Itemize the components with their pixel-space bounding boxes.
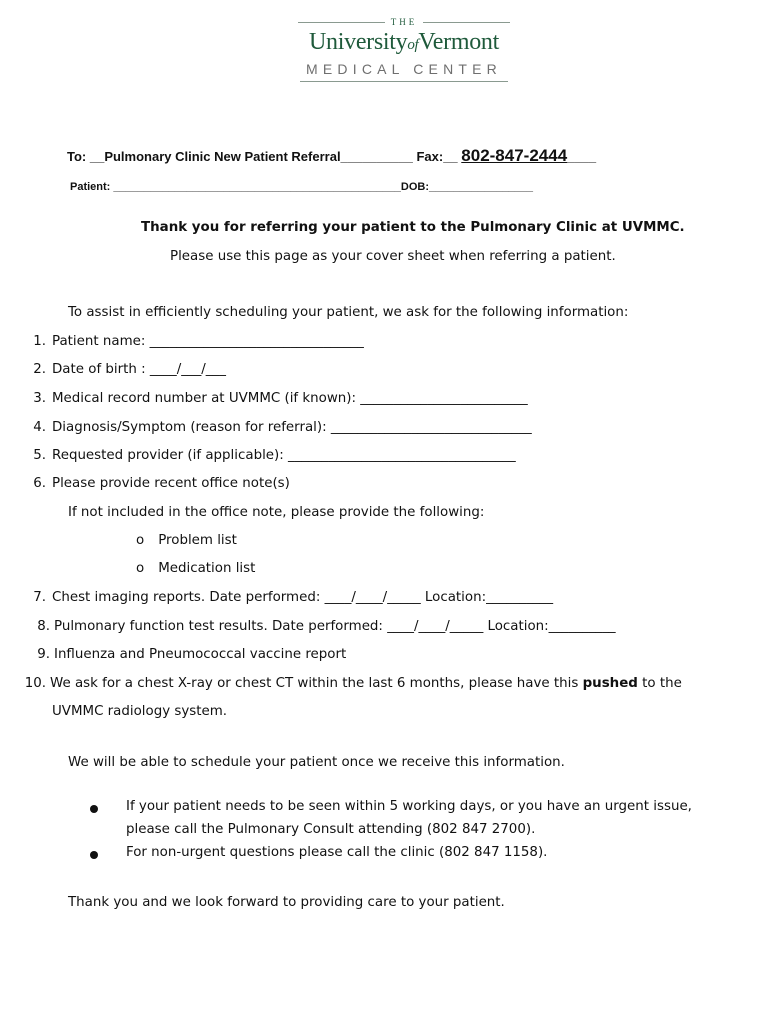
item-text: We ask for a chest X-ray or chest CT within the last 6 months, please have this [50, 676, 583, 691]
logo-the: THE [390, 17, 418, 27]
sub-item-problem-list [136, 533, 237, 548]
list-item [20, 476, 290, 491]
sub-item-text: Problem list [158, 533, 237, 548]
item-text: Please provide recent office note(s) [52, 476, 290, 491]
sub-item-marker: o [136, 561, 145, 576]
logo-underline [300, 81, 508, 82]
logo-rule-right [423, 22, 510, 23]
item-number: 9. [37, 647, 50, 662]
list-item[interactable] [20, 334, 364, 349]
logo-name-part2: Vermont [418, 29, 499, 55]
item-text: Diagnosis/Symptom (reason for referral): ______________________________ [52, 420, 532, 435]
to-field[interactable]: _Pulmonary Clinic New Patient Referral__________ [97, 149, 413, 164]
cover-note: Please use this page as your cover sheet when referring a patient. [170, 249, 616, 264]
schedule-note: We will be able to schedule your patient once we receive this information. [68, 755, 565, 770]
item-number: 5. [33, 448, 46, 463]
item-number: 3. [33, 391, 46, 406]
item-number: 8. [37, 619, 50, 634]
list-item[interactable] [20, 619, 616, 634]
item-text: Patient name: ________________________________ [52, 334, 364, 349]
item-text: Medical record number at UVMMC (if known): _________________________ [52, 391, 528, 406]
fax-number: 802-847-2444 [461, 146, 568, 165]
list-item[interactable] [20, 448, 516, 463]
list-item [20, 647, 346, 662]
list-item[interactable] [20, 362, 226, 377]
list-item[interactable] [20, 590, 553, 605]
item-text: Date of birth : ____/___/___ [52, 362, 226, 377]
item-text-tail: to the [637, 676, 682, 691]
bullet-urgent-line1: If your patient needs to be seen within 5 working days, or you have an urgent issue, [126, 799, 692, 814]
list-item[interactable] [20, 391, 528, 406]
list-item[interactable] [20, 420, 532, 435]
sub-item-medication-list [136, 561, 255, 576]
logo-name-of: of [407, 37, 419, 53]
item-text: Pulmonary function test results. Date performed: ____/____/_____ Location:__________ [54, 619, 616, 634]
uvmmc-logo [298, 16, 510, 82]
logo-name-part1: University [309, 29, 408, 55]
list-item-continuation: UVMMC radiology system. [52, 704, 228, 719]
item-number: 2. [33, 362, 46, 377]
item-number: 7. [33, 590, 46, 605]
logo-name [298, 29, 510, 58]
to-label: To: _ [67, 149, 98, 164]
sub-item-text: Medication list [158, 561, 256, 576]
bullet-dot [90, 851, 98, 859]
logo-rule-left [298, 22, 385, 23]
logo-subtitle: MEDICAL CENTER [306, 61, 502, 77]
bullet-nonurgent: For non-urgent questions please call the clinic (802 847 1158). [126, 845, 548, 860]
item-text: Chest imaging reports. Date performed: ____/____/_____ Location:__________ [52, 590, 554, 605]
thank-heading: Thank you for referring your patient to the Pulmonary Clinic at UVMMC. [141, 220, 685, 235]
office-note-sub: If not included in the office note, please provide the following: [68, 505, 485, 520]
item-number: 6. [33, 476, 46, 491]
item-number: 10. [24, 676, 46, 691]
patient-dob-line[interactable]: Patient: _______________________________________________DOB:_________________ [70, 181, 534, 193]
bullet-dot [90, 805, 98, 813]
fax-label: Fax:__ [412, 149, 462, 164]
item-text: Influenza and Pneumococcal vaccine report [54, 647, 347, 662]
sub-item-marker: o [136, 533, 145, 548]
item-number: 4. [33, 420, 46, 435]
to-fax-line [67, 146, 596, 166]
list-item [16, 676, 682, 691]
item-text: Requested provider (if applicable): __________________________________ [52, 448, 516, 463]
intro-text: To assist in efficiently scheduling your patient, we ask for the following information: [68, 305, 629, 320]
fax-tail: ____ [567, 149, 597, 164]
closing-text: Thank you and we look forward to providing care to your patient. [68, 895, 505, 910]
item-number: 1. [33, 334, 46, 349]
logo-the-row [298, 16, 510, 28]
item-text-emphasis: pushed [582, 676, 638, 691]
bullet-urgent-line2: please call the Pulmonary Consult attending (802 847 2700). [126, 822, 536, 837]
